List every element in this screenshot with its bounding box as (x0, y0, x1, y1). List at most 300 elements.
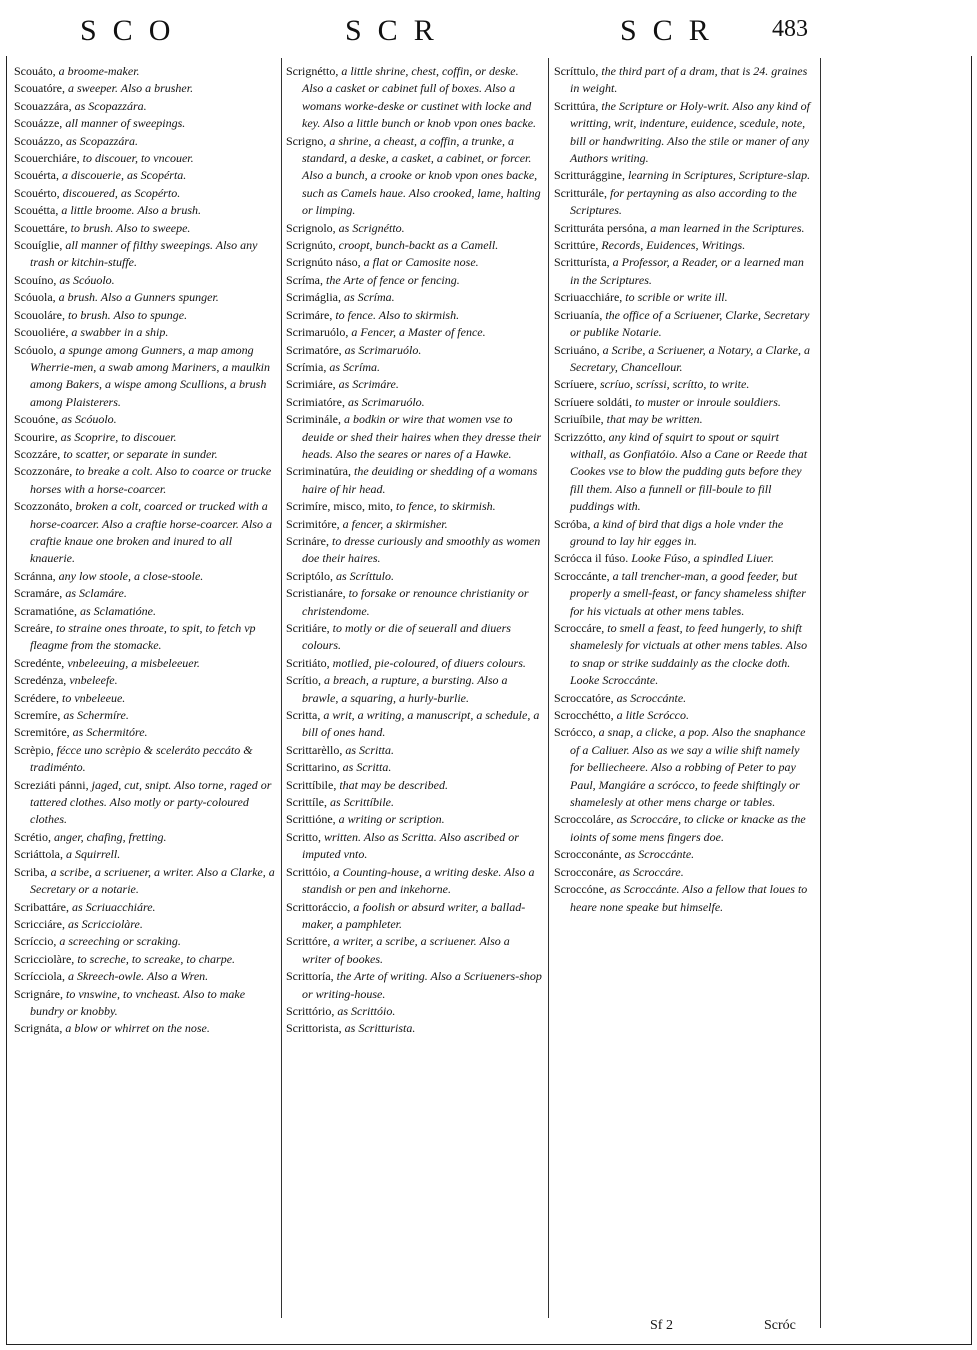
entry-definition: a spunge among Gunners, a map among Wherrie-men, a swab among Mariners, a maulkin among Bakers, a wispe among Scullions, a brush among Plaisterers. (30, 342, 270, 409)
dictionary-entry (14, 429, 276, 446)
entry-headword: Scrittúre, (554, 238, 599, 253)
entry-headword: Scrittíle, (286, 795, 327, 810)
entry-headword: Scriuíbile, (554, 412, 604, 427)
entry-headword: Scríma, (286, 272, 323, 287)
dictionary-entry (14, 324, 276, 341)
entry-definition: as Scroccánte. Also a fellow that loues to heare none speake but himselfe. (570, 882, 808, 914)
entry-definition: as Scrignétto. (335, 220, 405, 235)
entry-headword: Scrigno, (286, 133, 327, 148)
entry-headword: Scríuere, (554, 377, 597, 392)
entry-definition: discouered, as Scopérto. (59, 185, 181, 200)
entry-definition: a writing or scription. (335, 812, 445, 827)
dictionary-entry (554, 811, 816, 846)
entry-definition: a man learned in the Scriptures. (647, 220, 805, 235)
entry-headword: Scrítio, (286, 673, 321, 688)
column-3 (554, 63, 816, 916)
entry-headword: Scouíglie, (14, 238, 63, 253)
dictionary-entry (286, 411, 542, 463)
entry-definition: a brush. Also a Gunners spunger. (55, 290, 219, 305)
dictionary-entry (554, 185, 816, 220)
entry-definition: all manner of filthy sweepings. Also any trash or kitchin-stuffe. (30, 238, 258, 270)
entry-definition: a Professor, a Reader, or a learned man in the Scriptures. (570, 255, 804, 287)
entry-definition: to scatter, or separate in sunder. (60, 446, 218, 461)
entry-definition: to vnswine, to vncheast. Also to make bundry or knobby. (30, 986, 246, 1018)
entry-headword: Scriminatúra, (286, 464, 351, 479)
dictionary-entry (14, 968, 276, 985)
dictionary-entry (14, 864, 276, 899)
dictionary-entry (14, 307, 276, 324)
dictionary-entry (14, 446, 276, 463)
dictionary-entry (14, 986, 276, 1021)
entry-headword: Scránna, (14, 568, 56, 583)
entry-headword: Scriuacchiáre, (554, 290, 623, 305)
dictionary-entry (554, 724, 816, 811)
entry-definition: a blow or whirret on the nose. (62, 1021, 210, 1036)
entry-headword: Scriptólo, (286, 568, 333, 583)
entry-headword: Scrizzótto, (554, 429, 606, 444)
entry-definition: as Sclamáre. (62, 586, 127, 601)
entry-definition: a bodkin or wire that women vse to deuide or shed their haires when they dresse their heads. Also the seares or nares of a Hawke. (302, 412, 542, 461)
entry-definition: a Skreech-owle. Also a Wren. (64, 969, 209, 984)
entry-definition: to smell a feast, to feed hungerly, to shift shamelesly for victuals at other mens tables. Also to snap or strike suddainly as the clocke doth. Looke Scroccánte. (570, 621, 808, 688)
entry-definition: a writ, a writing, a manuscript, a schedule, a bill of ones hand. (302, 708, 540, 740)
dictionary-entry (554, 864, 816, 881)
dictionary-entry (286, 620, 542, 655)
dictionary-entry (286, 220, 542, 237)
dictionary-entry (554, 289, 816, 306)
entry-headword: Scrócco, (554, 725, 596, 740)
dictionary-entry (554, 429, 816, 516)
dictionary-entry (554, 98, 816, 168)
dictionary-entry (286, 533, 542, 568)
entry-definition: as Schermíre. (60, 708, 129, 723)
entry-definition: a swabber in a ship. (68, 325, 169, 340)
dictionary-entry (14, 98, 276, 115)
entry-headword: Scriminále, (286, 412, 341, 427)
dictionary-entry (286, 585, 542, 620)
entry-definition: jaged, cut, snipt. Also torne, raged or tattered clothes. Also motly or party-coloured clothes. (30, 777, 272, 827)
entry-definition: as Scritta. (339, 760, 392, 775)
dictionary-entry (554, 550, 816, 567)
entry-headword: Scourire, (14, 429, 58, 444)
entry-definition: croopt, bunch-backt as a Camell. (335, 238, 499, 253)
entry-headword: Scrittoría, (286, 969, 334, 984)
entry-headword: Scritto, (286, 829, 321, 844)
dictionary-entry (286, 933, 542, 968)
entry-headword: Scozzonáre, (14, 464, 73, 479)
entry-headword: Scrocconáre, (554, 864, 617, 879)
dictionary-entry (286, 759, 542, 776)
entry-definition: all manner of sweepings. (62, 116, 186, 131)
entry-definition: as Scopazzára. (71, 98, 147, 113)
entry-definition: to dresse curiously and smoothly as women doe their haires. (302, 533, 541, 566)
entry-definition: a flat or Camosite nose. (360, 255, 479, 270)
dictionary-entry (286, 655, 542, 672)
entry-headword: Scouázze, (14, 116, 63, 131)
running-head-left: SCO (80, 14, 187, 47)
dictionary-entry (286, 289, 542, 306)
dictionary-entry (286, 272, 542, 289)
running-head-right: SCR (620, 14, 725, 47)
entry-headword: Screáre, (14, 621, 53, 635)
entry-headword: Scrimáre, (286, 307, 333, 322)
dictionary-entry (286, 811, 542, 828)
entry-headword: Scouoliére, (14, 325, 69, 340)
entry-definition: a Counting-house, a writing deske. Also a standish or pen and inkehorne. (302, 864, 535, 897)
dictionary-entry (14, 672, 276, 689)
entry-headword: Scristianáre, (286, 586, 346, 601)
entry-definition: as Scroccáre. (616, 864, 684, 879)
entry-definition: a broome-maker. (55, 64, 140, 78)
dictionary-entry (14, 237, 276, 272)
dictionary-entry (286, 1003, 542, 1020)
entry-headword: Scrimáglia, (286, 290, 341, 305)
entry-headword: Scouérto, (14, 185, 60, 200)
dictionary-entry (14, 655, 276, 672)
entry-headword: Scrimaruólo, (286, 325, 349, 340)
dictionary-entry (14, 411, 276, 428)
entry-definition: a litle Scrócco. (613, 708, 689, 723)
entry-headword: Scrignáre, (14, 986, 63, 1001)
entry-headword: Scrèpio, (14, 742, 54, 757)
dictionary-entry (14, 568, 276, 585)
dictionary-entry (286, 394, 542, 411)
dictionary-entry (554, 63, 816, 98)
dictionary-entry (554, 167, 816, 184)
entry-definition: vnbeleeuing, a misbeleeuer. (64, 655, 200, 670)
entry-definition: to straine ones throate, to spit, to fetch vp fleagme from the stomacke. (30, 621, 256, 653)
column-rule-2 (548, 58, 549, 1318)
entry-headword: Scroccánte, (554, 568, 610, 583)
entry-definition: as Scrimáre. (335, 377, 399, 392)
entry-headword: Scrittório, (286, 1003, 335, 1018)
entry-headword: Scritturággine, (554, 168, 625, 183)
dictionary-entry (14, 742, 276, 777)
dictionary-entry (14, 829, 276, 846)
column-rule-1 (281, 58, 282, 1318)
entry-headword: Scramáre, (14, 586, 63, 601)
entry-headword: Scríccio, (14, 934, 57, 949)
entry-headword: Scouóne, (14, 412, 59, 427)
entry-definition: a fencer, a skirmisher. (339, 516, 448, 531)
entry-headword: Scouérta, (14, 168, 59, 183)
dictionary-entry (286, 376, 542, 393)
entry-definition: scríuo, scríssi, scrítto, to write. (596, 377, 750, 392)
dictionary-entry (286, 568, 542, 585)
entry-definition: as Scroccáre, to clicke or knacke as the ioints of some mens fingers doe. (570, 812, 806, 844)
dictionary-entry (286, 707, 542, 742)
entry-definition: as Scóuolo. (58, 412, 117, 427)
dictionary-entry (554, 881, 816, 916)
entry-headword: Scouétta, (14, 203, 59, 218)
dictionary-entry (14, 916, 276, 933)
dictionary-entry (14, 185, 276, 202)
entry-headword: Scrittarèllo, (286, 742, 343, 757)
entry-definition: as Scritta. (342, 742, 394, 757)
entry-definition: a foolish or absurd writer, a ballad-maker, a pamphleter. (302, 899, 526, 931)
entry-headword: Scrittóre, (286, 934, 331, 949)
entry-definition: to scrible or write ill. (622, 290, 728, 305)
dictionary-entry (286, 463, 542, 498)
entry-definition: a Fencer, a Master of fence. (348, 325, 486, 340)
entry-headword: Scrocchétto, (554, 708, 614, 723)
entry-definition: the office of a Scriuener, Clarke, Secretary or publike Notarie. (570, 307, 810, 340)
entry-definition: as Scroccánte. (613, 690, 687, 705)
dictionary-entry (14, 63, 276, 80)
entry-definition: as Scritturista. (341, 1021, 416, 1036)
entry-definition: as Scríma. (340, 290, 395, 305)
entry-headword: Scrimiatóre, (286, 394, 345, 409)
entry-headword: Scrignolo, (286, 220, 336, 235)
entry-headword: Scrittorista, (286, 1021, 342, 1036)
entry-headword: Scrimitóre, (286, 516, 340, 531)
entry-headword: Scrittióne, (286, 812, 336, 827)
dictionary-entry (14, 603, 276, 620)
entry-definition: learning in Scriptures, Scripture-slap. (624, 168, 811, 183)
entry-definition: any kind of squirt to spout or squirt withall, as Gonfiatóio. Also a Cane or Reede that Cookes vse to blow the pudding guts before they fill them. Also a funnell or fill-boule to fill puddings with. (570, 429, 808, 514)
dictionary-entry (554, 376, 816, 393)
entry-headword: Scroccáre, (554, 621, 605, 635)
dictionary-entry (286, 63, 542, 133)
dictionary-entry (554, 220, 816, 237)
entry-headword: Scrímia, (286, 359, 327, 374)
entry-headword: Scrittóio, (286, 864, 331, 879)
entry-headword: Scrignétto, (286, 64, 339, 78)
entry-headword: Scouázzo, (14, 133, 63, 148)
entry-definition: as Scríttulo. (333, 568, 395, 583)
entry-definition: written. Also as Scritta. Also ascribed or imputed vnto. (302, 829, 519, 862)
entry-definition: fécce uno scrèpio & sceleráto peccáto & tradiménto. (30, 742, 253, 775)
entry-headword: Scrétio, (14, 829, 51, 844)
entry-definition: a writer, a scribe, a scriuener. Also a writer of bookes. (302, 934, 510, 966)
dictionary-entry (286, 1020, 542, 1037)
dictionary-entry (286, 516, 542, 533)
entry-headword: Scrimiáre, (286, 377, 336, 392)
entry-definition: motlied, pie-coloured, of diuers colours. (329, 655, 526, 670)
dictionary-entry (286, 133, 542, 220)
dictionary-entry (286, 342, 542, 359)
dictionary-entry (14, 272, 276, 289)
entry-headword: Scrittúra, (554, 98, 599, 113)
entry-headword: Scriba, (14, 864, 48, 879)
entry-headword: Scouoláre, (14, 307, 65, 322)
dictionary-entry (286, 498, 542, 515)
entry-definition: as Schermitóre. (69, 725, 148, 740)
entry-definition: a scribe, a scriuener, a writer. Also a Clarke, a Secretary or a notarie. (30, 864, 275, 897)
entry-definition: to brush. Also to sweepe. (67, 220, 191, 235)
entry-headword: Scozzonáto, (14, 499, 73, 514)
dictionary-entry (286, 829, 542, 864)
dictionary-entry (554, 307, 816, 342)
entry-headword: Scritturále, (554, 185, 607, 200)
dictionary-entry (554, 411, 816, 428)
entry-headword: Scóuola, (14, 290, 56, 305)
dictionary-entry (286, 968, 542, 1003)
entry-headword: Scrimatóre, (286, 342, 342, 357)
entry-headword: Scrignúto, (286, 238, 336, 253)
entry-definition: a snap, a clicke, a pop. Also the snaphance of a Caliuer. Also as we say a wilie shift namely for belliecheere. Also a robbing of Peter to pay Paul, Mangiáre a scrócco, to feede shiftingly or shamelesly at other mens charge or tables. (570, 725, 806, 810)
entry-definition: a little broome. Also a brush. (58, 203, 201, 218)
entry-headword: Scríuere soldáti, (554, 394, 632, 409)
entry-definition: that may be written. (603, 412, 703, 427)
entry-headword: Screziáti pánni, (14, 777, 89, 792)
entry-definition: Looke Fúso, a spindled Liuer. (628, 551, 774, 566)
dictionary-entry (14, 289, 276, 306)
entry-headword: Scrícciola, (14, 969, 65, 984)
entry-headword: Scrimíre, misco, mito, (286, 499, 393, 514)
dictionary-entry (14, 690, 276, 707)
entry-definition: as Scoprire, to discouer. (57, 429, 177, 444)
dictionary-entry (554, 516, 816, 551)
entry-definition: a breach, a rupture, a bursting. Also a brawle, a squaring, a hurly-burlie. (302, 673, 508, 705)
dictionary-entry (286, 899, 542, 934)
dictionary-entry (14, 1020, 276, 1037)
entry-definition: as Scriuacchiáre. (68, 899, 156, 914)
entry-definition: to forsake or renounce christianity or christendome. (302, 586, 529, 618)
catchword: Scróc (764, 1318, 796, 1333)
entry-definition: the Arte of fence or fencing. (323, 272, 460, 287)
dictionary-entry (554, 394, 816, 411)
entry-headword: Scritiáre, (286, 621, 330, 635)
entry-definition: that may be described. (336, 777, 448, 792)
dictionary-entry (554, 568, 816, 620)
entry-definition: to breake a colt. Also to coarce or trucke horses with a horse-coarcer. (30, 464, 272, 496)
entry-definition: a shrine, a cheast, a coffin, a trunke, a standard, a deske, a casket, a cabinet, or forcer. Also a bunch, a crooke or knob vpon ones backe, such as Camels haue. Also crooked, lame, halting or limping. (302, 133, 541, 218)
dictionary-entry (286, 794, 542, 811)
entry-headword: Scriáttola, (14, 847, 63, 862)
entry-definition: a little shrine, chest, coffin, or deske. Also a casket or cabinet full of boxes. Also a womans worke-deske or custinet with locke and key. Also a little bunch or knob vpon ones backe. (302, 64, 537, 131)
dictionary-entry (14, 620, 276, 655)
dictionary-entry (286, 359, 542, 376)
dictionary-entry (14, 951, 276, 968)
dictionary-entry (554, 342, 816, 377)
entry-headword: Scríttulo, (554, 64, 599, 78)
entry-headword: Scouerchiáre, (14, 151, 80, 166)
entry-definition: a kind of bird that digs a hole vnder the ground to lay hir egges in. (570, 516, 784, 548)
entry-definition: as Scopazzára. (62, 133, 138, 148)
entry-definition: broken a colt, coarced or trucked with a horse-coarcer. Also a craftie horse-coarcer. Also a craftie knaue one broken and inured to all knauerie. (30, 499, 272, 566)
dictionary-entry (14, 80, 276, 97)
entry-definition: as Scríma. (326, 359, 380, 374)
dictionary-entry (286, 307, 542, 324)
entry-headword: Scriuanía, (554, 307, 603, 322)
entry-definition: to screche, to screake, to charpe. (74, 951, 236, 966)
entry-definition: as Scrimaruólo. (341, 342, 422, 357)
dictionary-entry (14, 115, 276, 132)
dictionary-entry (14, 220, 276, 237)
entry-definition: to brush. Also to spunge. (64, 307, 188, 322)
dictionary-entry (14, 133, 276, 150)
dictionary-entry (554, 237, 816, 254)
entry-definition: as Scroccánte. (621, 847, 695, 862)
dictionary-entry (14, 846, 276, 863)
entry-definition: the Arte of writing. Also a Scriueners-shop or writing-house. (302, 969, 542, 1001)
entry-definition: Records, Euidences, Writings. (598, 238, 746, 253)
entry-definition: a tall trencher-man, a good feeder, but properly a smell-feast, or fancy shameless shifter for his victuals at other mens tables. (570, 568, 806, 618)
dictionary-entry (286, 254, 542, 271)
entry-headword: Scrittoráccio, (286, 899, 351, 914)
entry-definition: a Scribe, a Scriuener, a Notary, a Clarke, a Secretary, Chancellour. (570, 342, 810, 374)
dictionary-entry (14, 777, 276, 829)
entry-headword: Scritturáta persóna, (554, 220, 648, 235)
column-1 (14, 63, 276, 1038)
entry-definition: a sweeper. Also a brusher. (64, 81, 194, 96)
entry-headword: Scroccoláre, (554, 812, 614, 827)
dictionary-entry (14, 899, 276, 916)
entry-definition: to fence, to skirmish. (393, 499, 496, 514)
entry-headword: Scrignáta, (14, 1021, 63, 1036)
entry-headword: Scriuáno, (554, 342, 600, 357)
entry-headword: Scouáto, (14, 64, 56, 78)
entry-headword: Scrináre, (286, 533, 329, 548)
entry-headword: Scroccatóre, (554, 690, 614, 705)
dictionary-entry (14, 463, 276, 498)
entry-headword: Scremitóre, (14, 725, 70, 740)
dictionary-entry (554, 620, 816, 690)
margin-rule (820, 58, 821, 1328)
entry-headword: Scribattáre, (14, 899, 69, 914)
dictionary-entry (554, 254, 816, 289)
entry-definition: the Scripture or Holy-writ. Also any kind of writting, writ, indenture, euidence, scedule, note, bill or handwriting. Also the stile or maner of any Authors writing. (570, 98, 810, 166)
dictionary-entry (554, 707, 816, 724)
dictionary-entry (14, 342, 276, 412)
entry-headword: Scróba, (554, 516, 591, 531)
entry-definition: to fence. Also to skirmish. (332, 307, 460, 322)
column-2 (286, 63, 542, 1038)
dictionary-entry (14, 498, 276, 568)
entry-definition: as Scrittóio. (334, 1003, 396, 1018)
entry-definition: for pertayning as also according to the Scriptures. (570, 185, 797, 218)
entry-headword: Scricciolàre, (14, 951, 75, 966)
entry-definition: to motly or die of seuerall and diuers colours. (302, 621, 511, 653)
entry-definition: as Scrittíbile. (327, 795, 394, 810)
entry-headword: Scredénza, (14, 673, 67, 688)
entry-headword: Scouazzára, (14, 98, 72, 113)
dictionary-entry (554, 846, 816, 863)
entry-headword: Scouettáre, (14, 220, 68, 235)
entry-headword: Scritta, (286, 708, 321, 723)
dictionary-entry (14, 167, 276, 184)
dictionary-entry (286, 237, 542, 254)
entry-definition: to muster or inroule souldiers. (631, 394, 781, 409)
entry-definition: vnbeleefe. (66, 673, 118, 688)
entry-headword: Scroccóne, (554, 882, 607, 897)
dictionary-entry (14, 150, 276, 167)
entry-definition: the third part of a dram, that is 24. graines in weight. (570, 64, 808, 96)
entry-headword: Scrittíbile, (286, 777, 337, 792)
dictionary-entry (14, 707, 276, 724)
dictionary-entry (14, 724, 276, 741)
entry-definition: a discouerie, as Scopérta. (58, 168, 187, 183)
dictionary-entry (14, 202, 276, 219)
dictionary-entry (554, 690, 816, 707)
entry-definition: anger, chafing, fretting. (51, 829, 167, 844)
entry-definition: as Scricciolàre. (64, 916, 143, 931)
entry-headword: Scrittarino, (286, 760, 340, 775)
dictionary-entry (14, 585, 276, 602)
entry-headword: Scramatióne, (14, 603, 77, 618)
entry-definition: a screeching or scraking. (56, 934, 181, 949)
entry-headword: Scrédere, (14, 690, 59, 705)
entry-headword: Scouatóre, (14, 81, 65, 96)
page-number: 483 (772, 16, 808, 42)
running-head-middle: SCR (345, 14, 450, 47)
signature-mark: Sf 2 (650, 1318, 673, 1333)
dictionary-entry (286, 742, 542, 759)
entry-definition: any low stoole, a close-stoole. (55, 568, 204, 583)
entry-definition: to vnbeleeue. (58, 690, 126, 705)
entry-definition: as Scrimaruólo. (344, 394, 425, 409)
